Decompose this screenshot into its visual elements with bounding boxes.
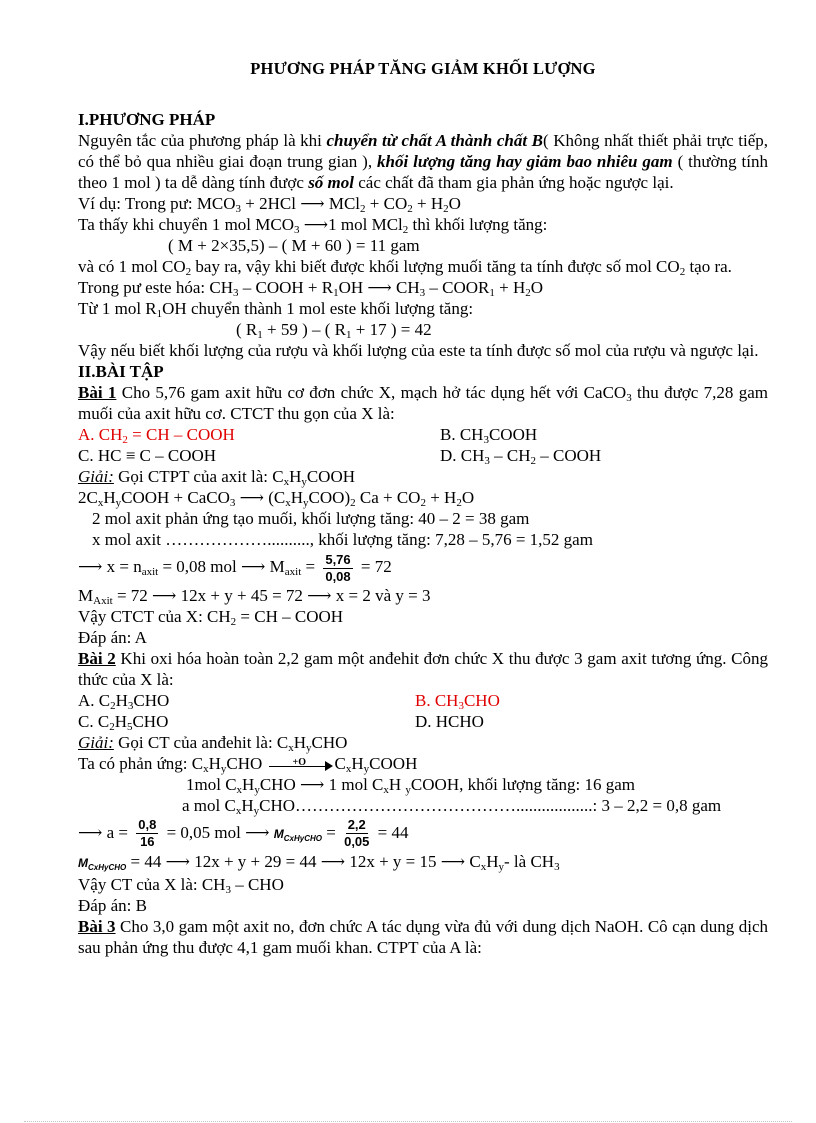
exercise-2-option-c: C. $C_2H_5CHO$ <box>78 711 169 733</box>
ester-line: Từ 1 mol $R_1OH$ chuyển thành 1 mol este khối lượng tăng: <box>78 299 474 320</box>
exercise-2-option-b: B. $CH_3CHO$ <box>415 690 500 712</box>
exercise-2-solution-line-3: 1mol $C_xH_yCHO$ ⟶ 1 mol $C_xH$ $_y$COOH, khối lượng tăng: 16 gam <box>186 774 636 796</box>
example-co2-line: và có 1 mol $CO_2$ bay ra, vậy khi biết được khối lượng muối tăng ta tính được số mol $CO_2$ tạo ra. <box>78 257 732 278</box>
example-equation: Ví dụ: Trong pư: $MCO_3 + 2HCl$ ⟶ $MCl_2 + CO_2 + H_2O$ <box>78 194 461 215</box>
exercise-1-option-c: C. HC ≡ C – COOH <box>78 446 217 465</box>
ester-equation: Trong pư este hóa: $CH_3$ – COOH + $R_1OH$ ⟶ $CH_3$ – $COOR_1 + H_2O$ <box>78 278 544 299</box>
example-line-mass-increase: Ta thấy khi chuyển 1 mol $MCO_3$ ⟶1 mol MCl$_2$ thì khối lượng tăng: <box>78 215 548 236</box>
fraction-08-16: $\frac{0,8}{16}$ <box>138 817 157 850</box>
fraction-576-008: $\frac{5,76}{0,08}$ <box>325 551 351 584</box>
exercise-1-solution-equation: $2C_xH_yCOOH$ + CaCO$_3$ ⟶ $(C_xH_yCOO)_2$ $Ca + CO_2 + H_2O$ <box>78 488 475 509</box>
method-principle-paragraph: Nguyên tắc của phương pháp là khi chuyển từ chất A thành chất B( Không nhất thiết phải trực tiếp, có thể bỏ qua nhiều giai đoạn trung gian ), khối lượng tăng hay giảm bao nhiêu gam ( thường tính theo 1 mol ) ta dễ dàng tính được số mol các chất đã tham gia phản ứng hoặc ngược lại. <box>78 131 768 192</box>
exercise-2-solution-reaction: Ta có phản ứng: $C_xH_yCHO$ +O $C_xH_yCOOH$ <box>78 753 418 775</box>
exercise-2-solution-label: Giải: <box>78 732 114 752</box>
section-heading-method: I.PHƯƠNG PHÁP <box>78 110 216 129</box>
exercise-1-option-b: B. $CH_3COOH$ <box>440 425 538 446</box>
exercise-2-options-row-1 <box>78 690 768 711</box>
exercise-1-solution-line-5: ⟶ $x = n_{axit} = 0,08$ mol ⟶ $M_{axit}$ = $\frac{5,76}{0,08}$ = 72 <box>78 551 392 584</box>
ester-conclusion: Vậy nếu biết khối lượng của rượu và khối lượng của este ta tính được số mol của rượu và ngược lại. <box>78 341 759 360</box>
exercise-1-answer: Đáp án: A <box>78 627 147 647</box>
exercise-3-label: Bài 3 <box>78 916 116 936</box>
exercise-2-question: Bài 2 Khi oxi hóa hoàn toàn 2,2 gam một anđehit đơn chức X thu được 3 gam axit tương ứng. Công thức của X là: <box>78 648 768 689</box>
exercise-1-option-a: A. $CH_2$ = CH – COOH <box>78 425 235 446</box>
exercise-1-options-row-2 <box>78 445 768 466</box>
reaction-arrow: +O <box>269 758 333 772</box>
exercise-2-options-row-2 <box>78 711 768 732</box>
exercise-2-solution-line-6: $M_{CxHyCHO} = 44$ ⟶ 12x + y + 29 = 44 ⟶ 12x + y = 15 ⟶ $C_xH_y-$ là $CH_3$ <box>78 851 560 873</box>
exercise-1-option-d: D. $CH_3 - CH_2$ – COOH <box>440 446 602 467</box>
exercise-1-solution-line-1: Giải: Gọi CTPT của axit là: $C_xH_yCOOH$ <box>78 467 356 488</box>
exercise-2-option-a: A. $C_2H_3CHO$ <box>78 690 170 712</box>
exercise-1-question: Bài 1 Cho 5,76 gam axit hữu cơ đơn chức X, mạch hở tác dụng hết với CaCO$_3$ thu được 7,28 gam muối của axit hữu cơ. CTCT thu gọn của X là: <box>78 383 768 423</box>
page-bottom-divider <box>24 1121 792 1122</box>
exercise-1-solution-line-6: $M_{Axit} = 72$ ⟶ 12x + y + 45 = 72 ⟶ x = 2 và y = 3 <box>78 585 431 607</box>
exercise-2-solution-line-4: a mol $C_xH_yCHO\dots\dots\dots\dots\dots\dots\dots\dots\dots\dots\dots\dots\dots$..................: 3 – 2,2 = 0,8 gam <box>182 795 722 817</box>
exercise-2-option-d: D. HCHO <box>415 711 484 731</box>
example-mass-calc: ( M + 2×35,5) – ( M + 60 ) = 11 gam <box>168 236 420 255</box>
exercise-2-solution-line-5: ⟶ a = $\frac{0,8}{16}$ = 0,05 mol ⟶ $M_{CxHyCHO}$ = $\frac{2,2}{0,05}$ = 44 <box>78 817 409 850</box>
section-heading-exercises: II.BÀI TẬP <box>78 362 164 381</box>
exercise-2-label: Bài 2 <box>78 648 116 668</box>
exercise-1-solution-label: Giải: <box>78 467 114 486</box>
exercise-2-solution-line-1: Giải: Gọi CT của anđehit là: $C_xH_yCHO$ <box>78 732 348 754</box>
fraction-22-005: $\frac{2,2}{0,05}$ <box>344 817 370 850</box>
exercise-1-solution-line-4: x mol axit ……………….........., khối lượng tăng: 7,28 – 5,76 = 1,52 gam <box>92 530 593 549</box>
exercise-2-answer: Đáp án: B <box>78 895 147 915</box>
exercise-1-options-row-1 <box>78 424 768 445</box>
document-page <box>78 58 768 958</box>
exercise-2-solution-line-7: Vậy CT của X là: $CH_3$ – CHO <box>78 874 284 896</box>
page-title: PHƯƠNG PHÁP TĂNG GIẢM KHỐI LƯỢNG <box>250 59 596 78</box>
exercise-1-label: Bài 1 <box>78 383 117 402</box>
exercise-3-question: Bài 3 Cho 3,0 gam một axit no, đơn chức A tác dụng vừa đủ với dung dịch NaOH. Cô cạn dung dịch sau phản ứng thu được 4,1 gam muối khan. CTPT của A là: <box>78 916 769 957</box>
exercise-1-solution-line-7: Vậy CTCT của X: $CH_2$ = CH – COOH <box>78 606 344 628</box>
ester-mass-calc: ( $R_1 + 59$ ) – ( $R_1 + 17$ ) = 42 <box>236 320 432 341</box>
exercise-1-solution-line-3: 2 mol axit phản ứng tạo muối, khối lượng tăng: 40 – 2 = 38 gam <box>92 509 530 528</box>
